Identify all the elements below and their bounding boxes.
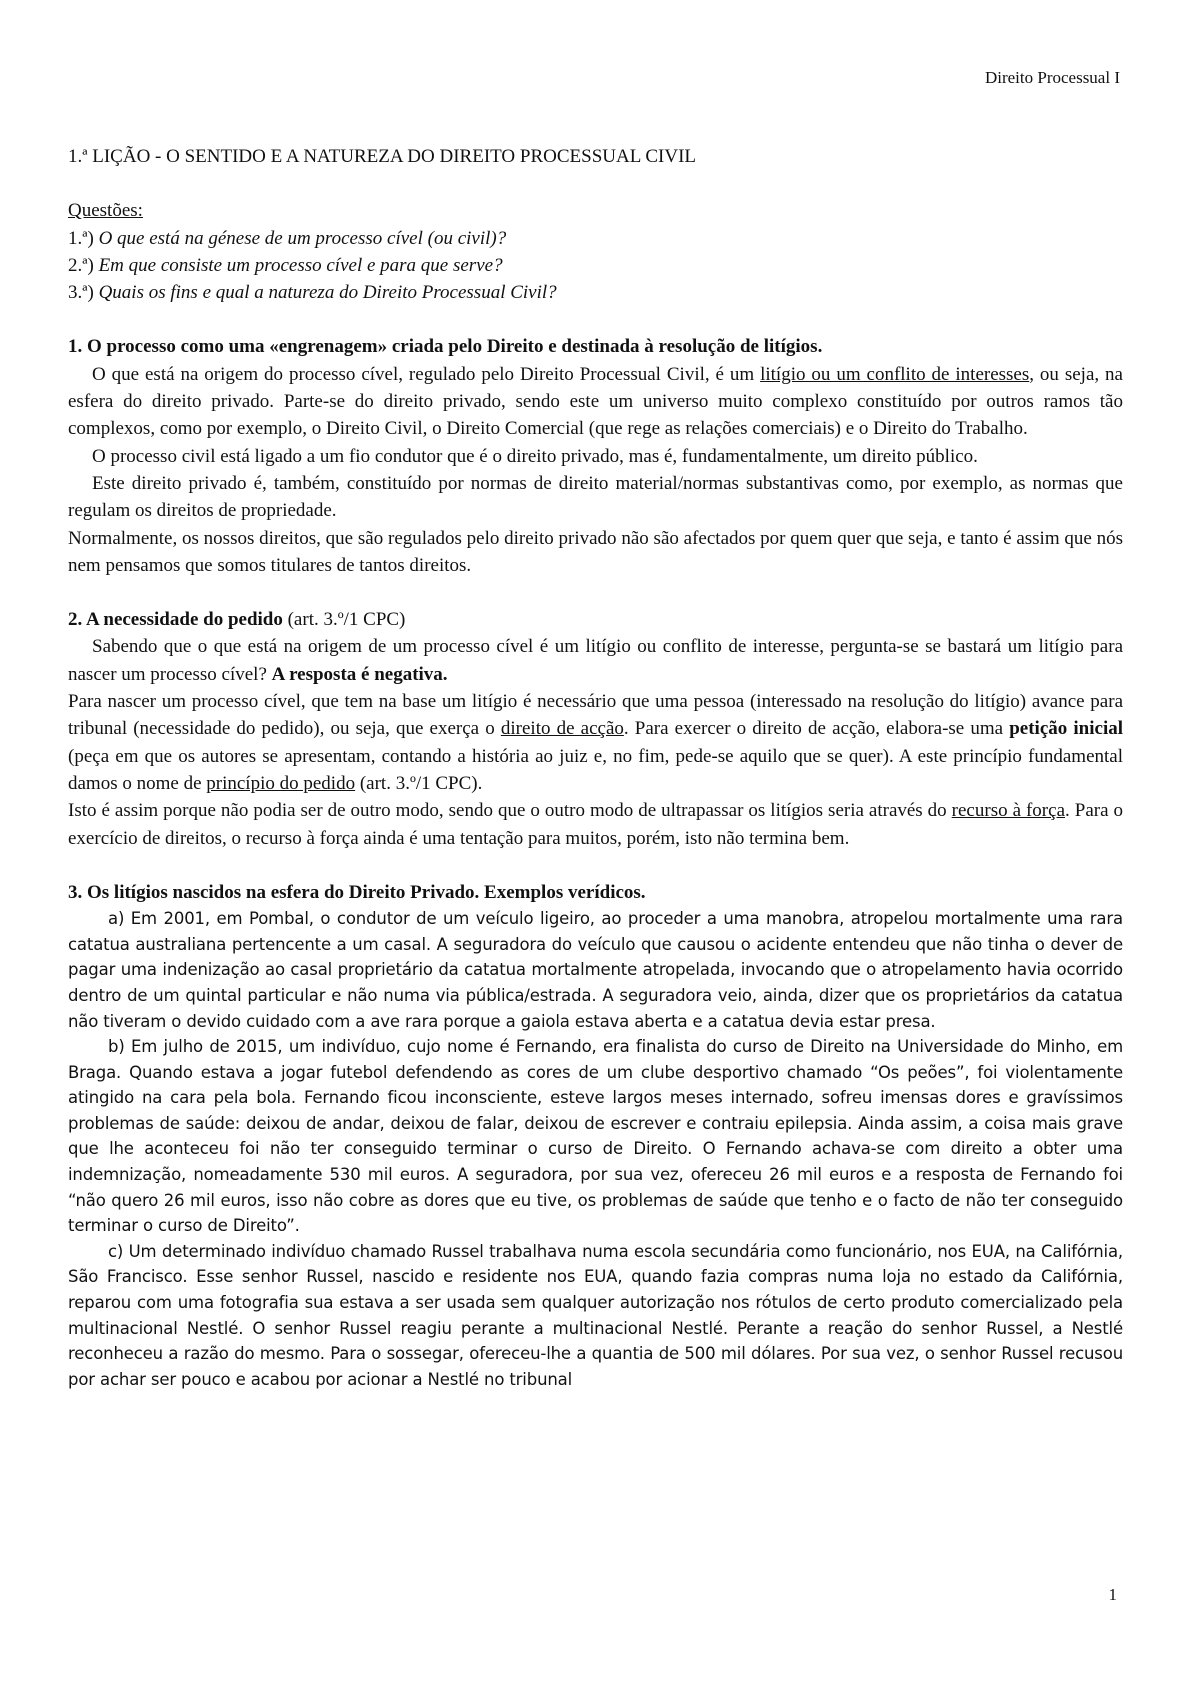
- page-number: 1: [1108, 1585, 1117, 1604]
- questions-heading: Questões:: [68, 200, 143, 222]
- example-item: c) Um determinado indivíduo chamado Russel trabalhava numa escola secundária como funcionário, nos EUA, na Califórnia, São Francisco. Esse senhor Russel, nascido e residente nos EUA, quando fazia compras numa loja no estado da Califórnia, reparou com uma fotografia sua estava a ser usada sem qualquer autorização nos rótulos de certo produto comercializado pela multinacional Nestlé. O senhor Russel reagiu perante a multinacional Nestlé. Perante a reação do senhor Russel, a Nestlé reconheceu a razão do mesmo. Para o sossegar, ofereceu-lhe a quantia de 500 mil dólares. Por sua vez, o senhor Russel recusou por achar ser pouco e acabou por acionar a Nestlé no tribunal: [68, 1241, 1123, 1389]
- paragraph: Este direito privado é, também, constituído por normas de direito material/normas substantivas como, por exemplo, as normas que regulam os direitos de propriedade.: [68, 472, 1123, 522]
- document-body: [68, 143, 1123, 1392]
- question-item: 2.ª) Em que consiste um processo cível e para que serve?: [68, 254, 503, 276]
- example-item: b) Em julho de 2015, um indivíduo, cujo nome é Fernando, era finalista do curso de Direito na Universidade do Minho, em Braga. Quando estava a jogar futebol defendendo as cores de um clube desportivo chamado “Os peões”, foi violentamente atingido na cara pela bola. Fernando ficou inconsciente, esteve largos meses internado, sofreu imensas dores e gravíssimos problemas de saúde: deixou de andar, deixou de falar, deixou de escrever e contraiu epilepsia. Ainda assim, a coisa mais grave que lhe aconteceu foi não ter conseguido terminar o curso de Direito. O Fernando achava-se com direito a obter uma indemnização, nomeadamente 530 mil euros. A seguradora, por sua vez, ofereceu 26 mil euros e a resposta de Fernando foi “não quero 26 mil euros, isso não cobre as dores que eu tive, os problemas de saúde que tenho e o facto de não ter conseguido terminar o curso de Direito”.: [68, 1037, 1123, 1236]
- examples-list: [68, 906, 1123, 1392]
- question-item: 3.ª) Quais os fins e qual a natureza do Direito Processual Civil?: [68, 282, 557, 304]
- paragraph: O que está na origem do processo cível, regulado pelo Direito Processual Civil, é um litígio ou um conflito de interesses, ou seja, na esfera do direito privado. Parte-se do direito privado, sendo este um universo muito complexo constituído por outros ramos tão complexos, como por exemplo, o Direito Civil, o Direito Comercial (que rege as relações comerciais) e o Direito do Trabalho.: [68, 363, 1123, 440]
- question-item: 1.ª) O que está na génese de um processo cível (ou civil)?: [68, 227, 507, 249]
- example-item: a) Em 2001, em Pombal, o condutor de um veículo ligeiro, ao proceder a uma manobra, atropelou mortalmente uma rara catatua australiana pertencente a um casal. A seguradora do veículo que causou o acidente entendeu que não tinha o dever de pagar uma indenização ao casal proprietário da catatua mortalmente atropelada, invocando que o atropelamento havia ocorrido dentro de um quintal particular e não numa via pública/estrada. A seguradora veio, ainda, dizer que os proprietários da catatua não tiveram o devido cuidado com a ave rara porque a gaiola estava aberta e a catatua devia estar presa.: [68, 909, 1123, 1031]
- paragraph: Para nascer um processo cível, que tem na base um litígio é necessário que uma pessoa (interessado na resolução do litígio) avance para tribunal (necessidade do pedido), ou seja, que exerça o direito de acção. Para exercer o direito de acção, elabora-se uma petição inicial (peça em que os autores se apresentam, contando a história ao juiz e, no fim, pede-se aquilo que se quer). A este princípio fundamental damos o nome de princípio do pedido (art. 3.º/1 CPC).: [68, 691, 1123, 794]
- section-3-heading: 3. Os litígios nascidos na esfera do Direito Privado. Exemplos verídicos.: [68, 881, 646, 903]
- paragraph: O processo civil está ligado a um fio condutor que é o direito privado, mas é, fundamentalmente, um direito público.: [92, 445, 978, 467]
- underlined-term: litígio ou um conflito de interesses: [760, 363, 1030, 385]
- section-2-heading: 2. A necessidade do pedido (art. 3.º/1 CPC): [68, 609, 406, 631]
- underlined-term: princípio do pedido: [206, 772, 356, 794]
- underlined-term: direito de acção: [500, 718, 624, 740]
- paragraph: Sabendo que o que está na origem de um processo cível é um litígio ou conflito de interesse, pergunta-se se bastará um litígio para nascer um processo cível? A resposta é negativa.: [68, 636, 1123, 685]
- paragraph: Normalmente, os nossos direitos, que são regulados pelo direito privado não são afectados por quem quer que seja, e tanto é assim que nós nem pensamos que somos titulares de tantos direitos.: [68, 527, 1123, 576]
- running-header: Direito Processual I: [984, 68, 1120, 87]
- underlined-term: recurso à força: [951, 800, 1066, 822]
- lesson-title: 1.ª LIÇÃO - O SENTIDO E A NATUREZA DO DIREITO PROCESSUAL CIVIL: [68, 146, 697, 167]
- section-1-heading: 1. O processo como uma «engrenagem» criada pelo Direito e destinada à resolução de litígios.: [68, 336, 823, 358]
- paragraph: Isto é assim porque não podia ser de outro modo, sendo que o outro modo de ultrapassar os litígios seria através do recurso à força. Para o exercício de direitos, o recurso à força ainda é uma tentação para muitos, porém, isto não termina bem.: [68, 800, 1123, 849]
